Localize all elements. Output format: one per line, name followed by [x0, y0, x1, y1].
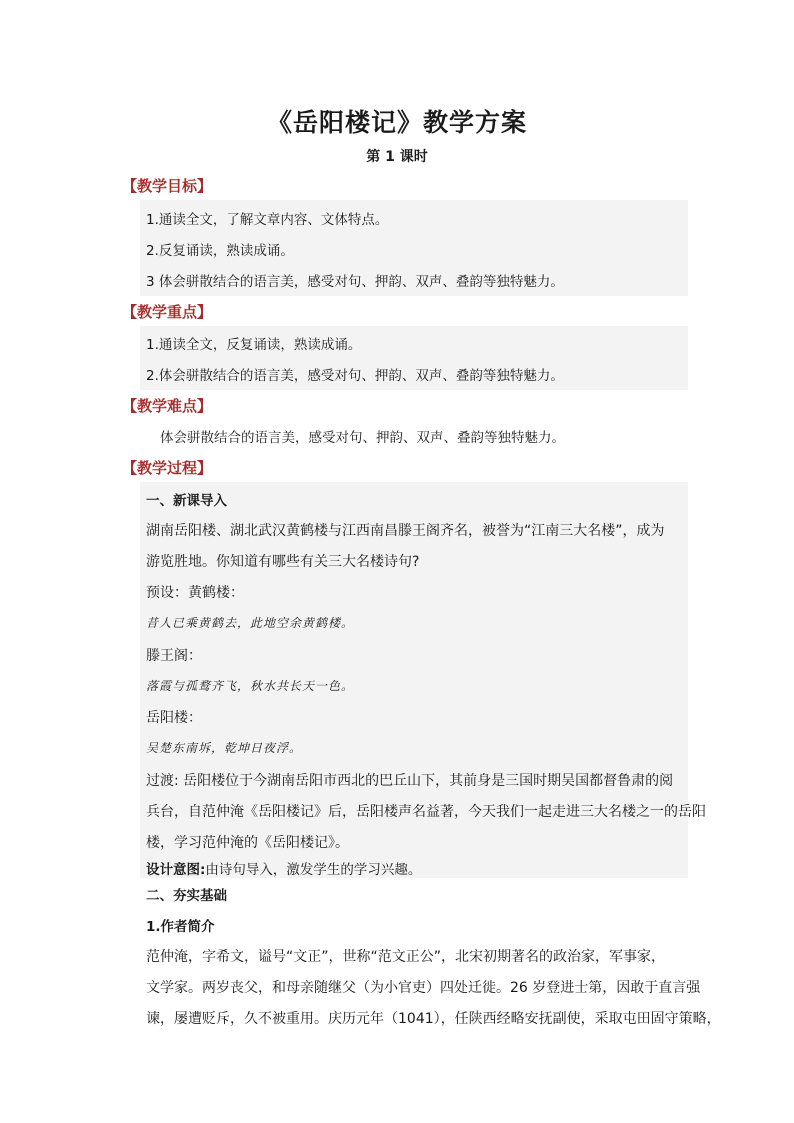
author-section-title: 1.作者简介	[146, 919, 215, 935]
document-title: 《岳阳楼记》教学方案	[266, 108, 527, 137]
intro-text: 游览胜地。你知道有哪些有关三大名楼诗句?	[146, 554, 420, 570]
part1-title: 一、新课导入	[146, 493, 227, 509]
tengwang-label: 滕王阁：	[146, 648, 202, 664]
poem-line: 昔人已乘黄鹤去，此地空余黄鹤楼。	[146, 616, 355, 630]
goal-item: 2.反复诵读，熟读成诵。	[146, 243, 294, 259]
key-point-item: 2.体会骈散结合的语言美，感受对句、押韵、双声、叠韵等独特魅力。	[146, 368, 564, 384]
key-points-heading: 【教学重点】	[122, 303, 213, 321]
poem-line: 落霞与孤鹜齐飞，秋水共长天一色。	[146, 679, 355, 693]
intro-text: 湖南岳阳楼、湖北武汉黄鹤楼与江西南昌滕王阁齐名，被誉为“江南三大名楼”，成为	[146, 523, 665, 539]
difficulty-text: 体会骈散结合的语言美，感受对句、押韵、双声、叠韵等独特魅力。	[160, 430, 565, 446]
author-text: 谏，屡遭贬斥，久不被重用。庆历元年（1041），任陕西经略安抚副使，采取屯田固守策略，	[146, 1011, 721, 1027]
key-point-item: 1.通读全文，反复诵读，熟读成诵。	[146, 337, 362, 353]
goal-item: 3 体会骈散结合的语言美，感受对句、押韵、双声、叠韵等独特魅力。	[146, 274, 564, 290]
lesson-number: 第 1 课时	[366, 149, 428, 165]
author-text: 文学家。两岁丧父，和母亲随继父（为小官吏）四处迁徙。26 岁登进士第，因敢于直言强	[146, 980, 701, 996]
design-intent-label: 设计意图:	[146, 862, 206, 878]
process-heading: 【教学过程】	[122, 459, 213, 477]
poem-line: 吴楚东南坼，乾坤日夜浮。	[146, 741, 303, 755]
author-text: 范仲淹，字希文，谥号“文正”，世称“范文正公”，北宋初期著名的政治家，军事家，	[146, 949, 666, 965]
goals-heading: 【教学目标】	[122, 177, 213, 195]
transition-text: 过渡: 岳阳楼位于今湖南岳阳市西北的巴丘山下，其前身是三国时期吴国都督鲁肃的阅	[146, 773, 674, 789]
design-intent-text: 由诗句导入，激发学生的学习兴趣。	[205, 862, 422, 878]
difficulties-heading: 【教学难点】	[122, 397, 213, 415]
transition-text: 楼，学习范仲淹的《岳阳楼记》。	[146, 835, 349, 851]
part2-title: 二、夯实基础	[146, 888, 227, 904]
preset-label: 预设：黄鹤楼：	[146, 585, 244, 601]
transition-text: 兵台，自范仲淹《岳阳楼记》后，岳阳楼声名益著，今天我们一起走进三大名楼之一的岳阳	[146, 804, 706, 820]
design-intent	[146, 858, 686, 878]
goal-item: 1.通读全文，了解文章内容、文体特点。	[146, 212, 389, 228]
yueyang-label: 岳阳楼：	[146, 710, 202, 726]
